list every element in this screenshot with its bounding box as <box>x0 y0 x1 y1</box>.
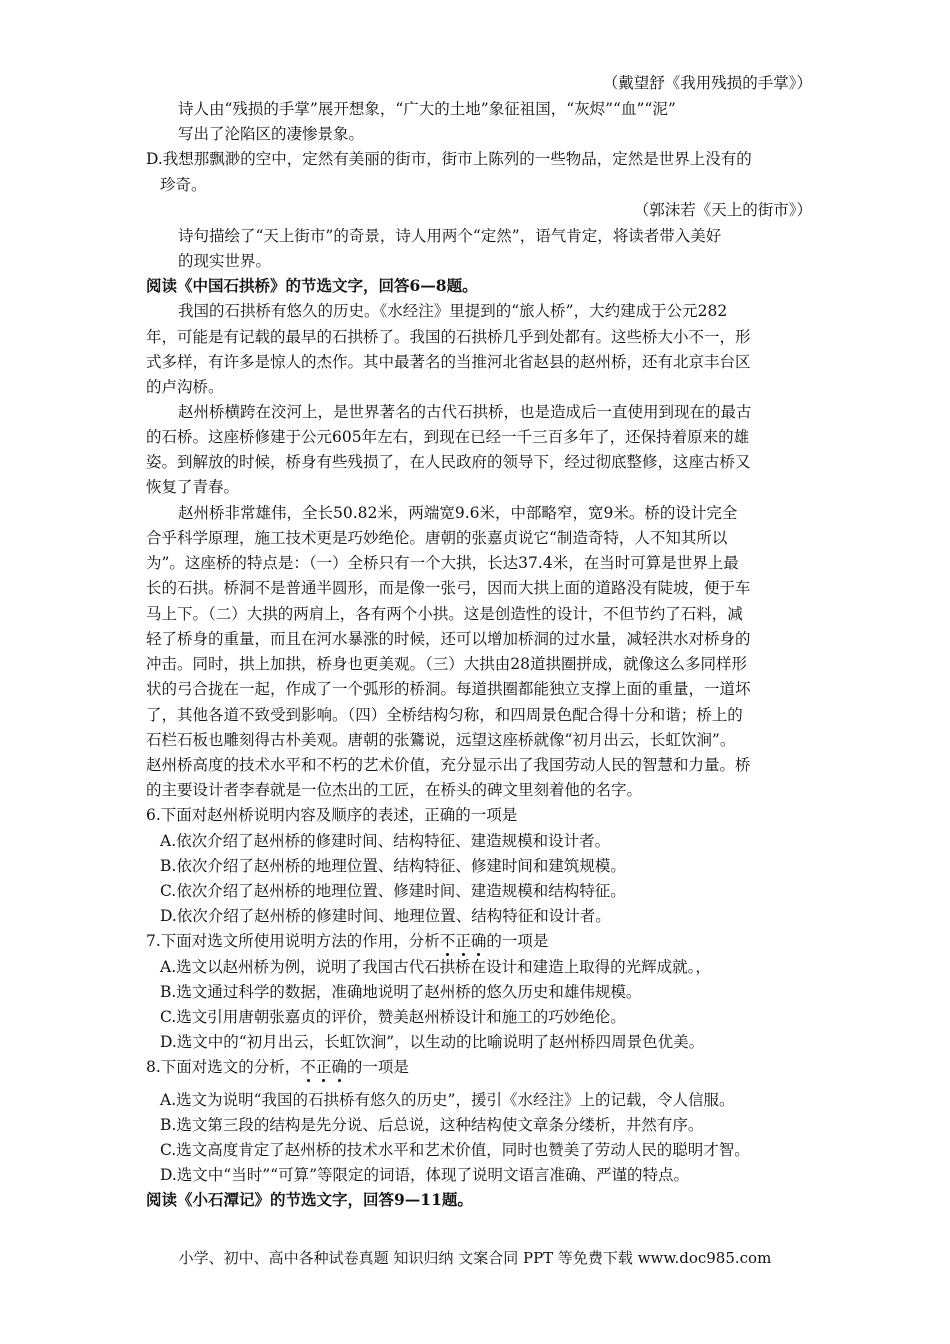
option-d-line: D.我想那飘渺的空中，定然有美丽的街市，街市上陈列的一些物品，定然是世界上没有的 <box>146 150 752 168</box>
emphasis-char: 不 <box>300 1058 316 1076</box>
question-7-stem <box>146 931 548 951</box>
passage-line: 状的弓合拢在一起，作成了一个弧形的桥洞。每道拱圈都能独立支撑上面的重量，一道坏 <box>146 680 751 698</box>
passage-line: 的石桥。这座桥修建于公元605年左右，到现在已经一千三百多年了，还保持着原来的雄 <box>146 428 750 446</box>
option-d-line: 珍奇。 <box>160 176 207 194</box>
passage-line: 石栏石板也雕刻得古朴美观。唐朝的张鷟说，远望这座桥就像“初月出云，长虹饮涧”。 <box>146 731 736 749</box>
page-footer: 小学、初中、高中各种试卷真题 知识归纳 文案合同 PPT 等免费下载 www.doc985.com <box>178 1249 772 1267</box>
passage-line: 合乎科学原理，施工技术更是巧妙绝伦。唐朝的张嘉贞说它“制造奇特，人不知其所以 <box>146 529 728 547</box>
stem-text: 7.下面对选文所使用说明方法的作用，分析 <box>146 932 440 950</box>
emphasis-char: 正 <box>315 1058 332 1076</box>
poem-source-c: （戴望舒《我用残损的手掌》） <box>602 74 812 92</box>
question-8-option: A.选文为说明“我国的石拱桥有悠久的历史”，援引《水经注》上的记载，令人信服。 <box>160 1091 735 1109</box>
emphasis-char: 确 <box>331 1058 347 1076</box>
question-8-option: D.选文中“当时”“可算”等限定的词语，体现了说明文语言准确、严谨的特点。 <box>160 1166 690 1184</box>
question-7-option: A.选文以赵州桥为例，说明了我国古代石拱桥在设计和建造上取得的光辉成就。， <box>160 958 711 976</box>
passage-line: 我国的石拱桥有悠久的历史。《水经注》里提到的“旅人桥”，大约建成于公元282 <box>178 302 728 320</box>
passage-line: 长的石拱。桥洞不是普通半圆形，而是像一张弓，因而大拱上面的道路没有陡坡，便于车 <box>146 579 751 597</box>
passage-line: 姿。到解放的时候，桥身有些残损了，在人民政府的领导下，经过彻底整修，这座古桥又 <box>146 453 751 471</box>
passage-line: 的主要设计者李春就是一位杰出的工匠，在桥头的碑文里刻着他的名字。 <box>146 781 643 799</box>
passage-line: 年，可能是有记载的最早的石拱桥了。我国的石拱桥几乎到处都有。这些桥大小不一，形 <box>146 328 751 346</box>
question-6-option: C.依次介绍了赵州桥的地理位置、修建时间、建造规模和结构特征。 <box>160 882 626 900</box>
question-6-option: B.依次介绍了赵州桥的地理位置、结构特征、修建时间和建筑规模。 <box>160 857 626 875</box>
emphasis-char: 正 <box>455 932 471 950</box>
question-7-option: C.选文引用唐朝张嘉贞的评价，赞美赵州桥设计和施工的巧妙绝伦。 <box>160 1008 626 1026</box>
stem-text: 的一项是 <box>486 932 549 950</box>
reading-1-heading: 阅读《中国石拱桥》的节选文字，回答6—8题。 <box>146 276 478 295</box>
emphasis-char: 确 <box>470 932 487 950</box>
question-6-stem: 6.下面对赵州桥说明内容及顺序的表述，正确的一项是 <box>146 806 518 824</box>
question-8-stem <box>146 1057 409 1077</box>
passage-line: 恢复了青春。 <box>146 478 240 496</box>
passage-line: 赵州桥横跨在洨河上，是世界著名的古代石拱桥，也是造成后一直使用到现在的最古 <box>178 403 752 421</box>
question-7-option: D.选文中的“初月出云，长虹饮涧”，以生动的比喻说明了赵州桥四周景色优美。 <box>160 1033 705 1051</box>
stem-text: 8.下面对选文的分析， <box>146 1058 301 1076</box>
passage-line: 式多样，有许多是惊人的杰作。其中最著名的当推河北省赵县的赵州桥，还有北京丰台区 <box>146 353 751 371</box>
emphasis-char: 不 <box>439 932 456 950</box>
analysis-d-line: 的现实世界。 <box>178 252 272 270</box>
poem-source-d: （郭沫若《天上的街市》） <box>633 201 812 219</box>
passage-line: 马上下。（二）大拱的两肩上，各有两个小拱。这是创造性的设计，不但节约了石料，减 <box>146 605 743 623</box>
stem-text: 的一项是 <box>346 1058 409 1076</box>
question-6-option: A.依次介绍了赵州桥的修建时间、结构特征、建造规模和设计者。 <box>160 832 611 850</box>
passage-line: 为”。这座桥的特点是：（一）全桥只有一个大拱，长达37.4米，在当时可算是世界上最 <box>146 554 739 572</box>
question-8-option: C.选文高度肯定了赵州桥的技术水平和艺术价值，同时也赞美了劳动人民的聪明才智。 <box>160 1141 750 1159</box>
passage-line: 赵州桥高度的技术水平和不朽的艺术价值，充分显示出了我国劳动人民的智慧和力量。桥 <box>146 756 751 774</box>
reading-2-heading: 阅读《小石潭记》的节选文字，回答9—11题。 <box>146 1190 473 1209</box>
question-6-option: D.依次介绍了赵州桥的修建时间、地理位置、结构特征和设计者。 <box>160 907 611 925</box>
passage-line: 冲击。同时，拱上加拱，桥身也更美观。（三）大拱由28道拱圈拼成，就像这么多同样形 <box>146 655 747 673</box>
passage-line: 赵州桥非常雄伟，全长50.82米，两端宽9.6米，中部略窄，宽9米。桥的设计完全 <box>178 504 738 522</box>
analysis-d-line: 诗句描绘了“天上街市”的奇景，诗人用两个“定然”，语气肯定，将读者带入美好 <box>178 227 722 245</box>
passage-line: 的卢沟桥。 <box>146 378 224 396</box>
question-8-option: B.选文第三段的结构是先分说、后总说，这种结构使文章条分缕析，井然有序。 <box>160 1116 704 1134</box>
analysis-c-line: 诗人由“残损的手掌”展开想象，“广大的土地”象征祖国，“灰烬”“血”“泥” <box>178 100 676 118</box>
passage-line: 了，其他各道不致受到影响。（四）全桥结构匀称，和四周景色配合得十分和谐；桥上的 <box>146 706 743 724</box>
passage-line: 轻了桥身的重量，而且在河水暴涨的时候，还可以增加桥洞的过水量，减轻洪水对桥身的 <box>146 630 751 648</box>
analysis-c-line: 写出了沦陷区的凄惨景象。 <box>178 125 365 143</box>
question-7-option: B.选文通过科学的数据，准确地说明了赵州桥的悠久历史和雄伟规模。 <box>160 983 642 1001</box>
